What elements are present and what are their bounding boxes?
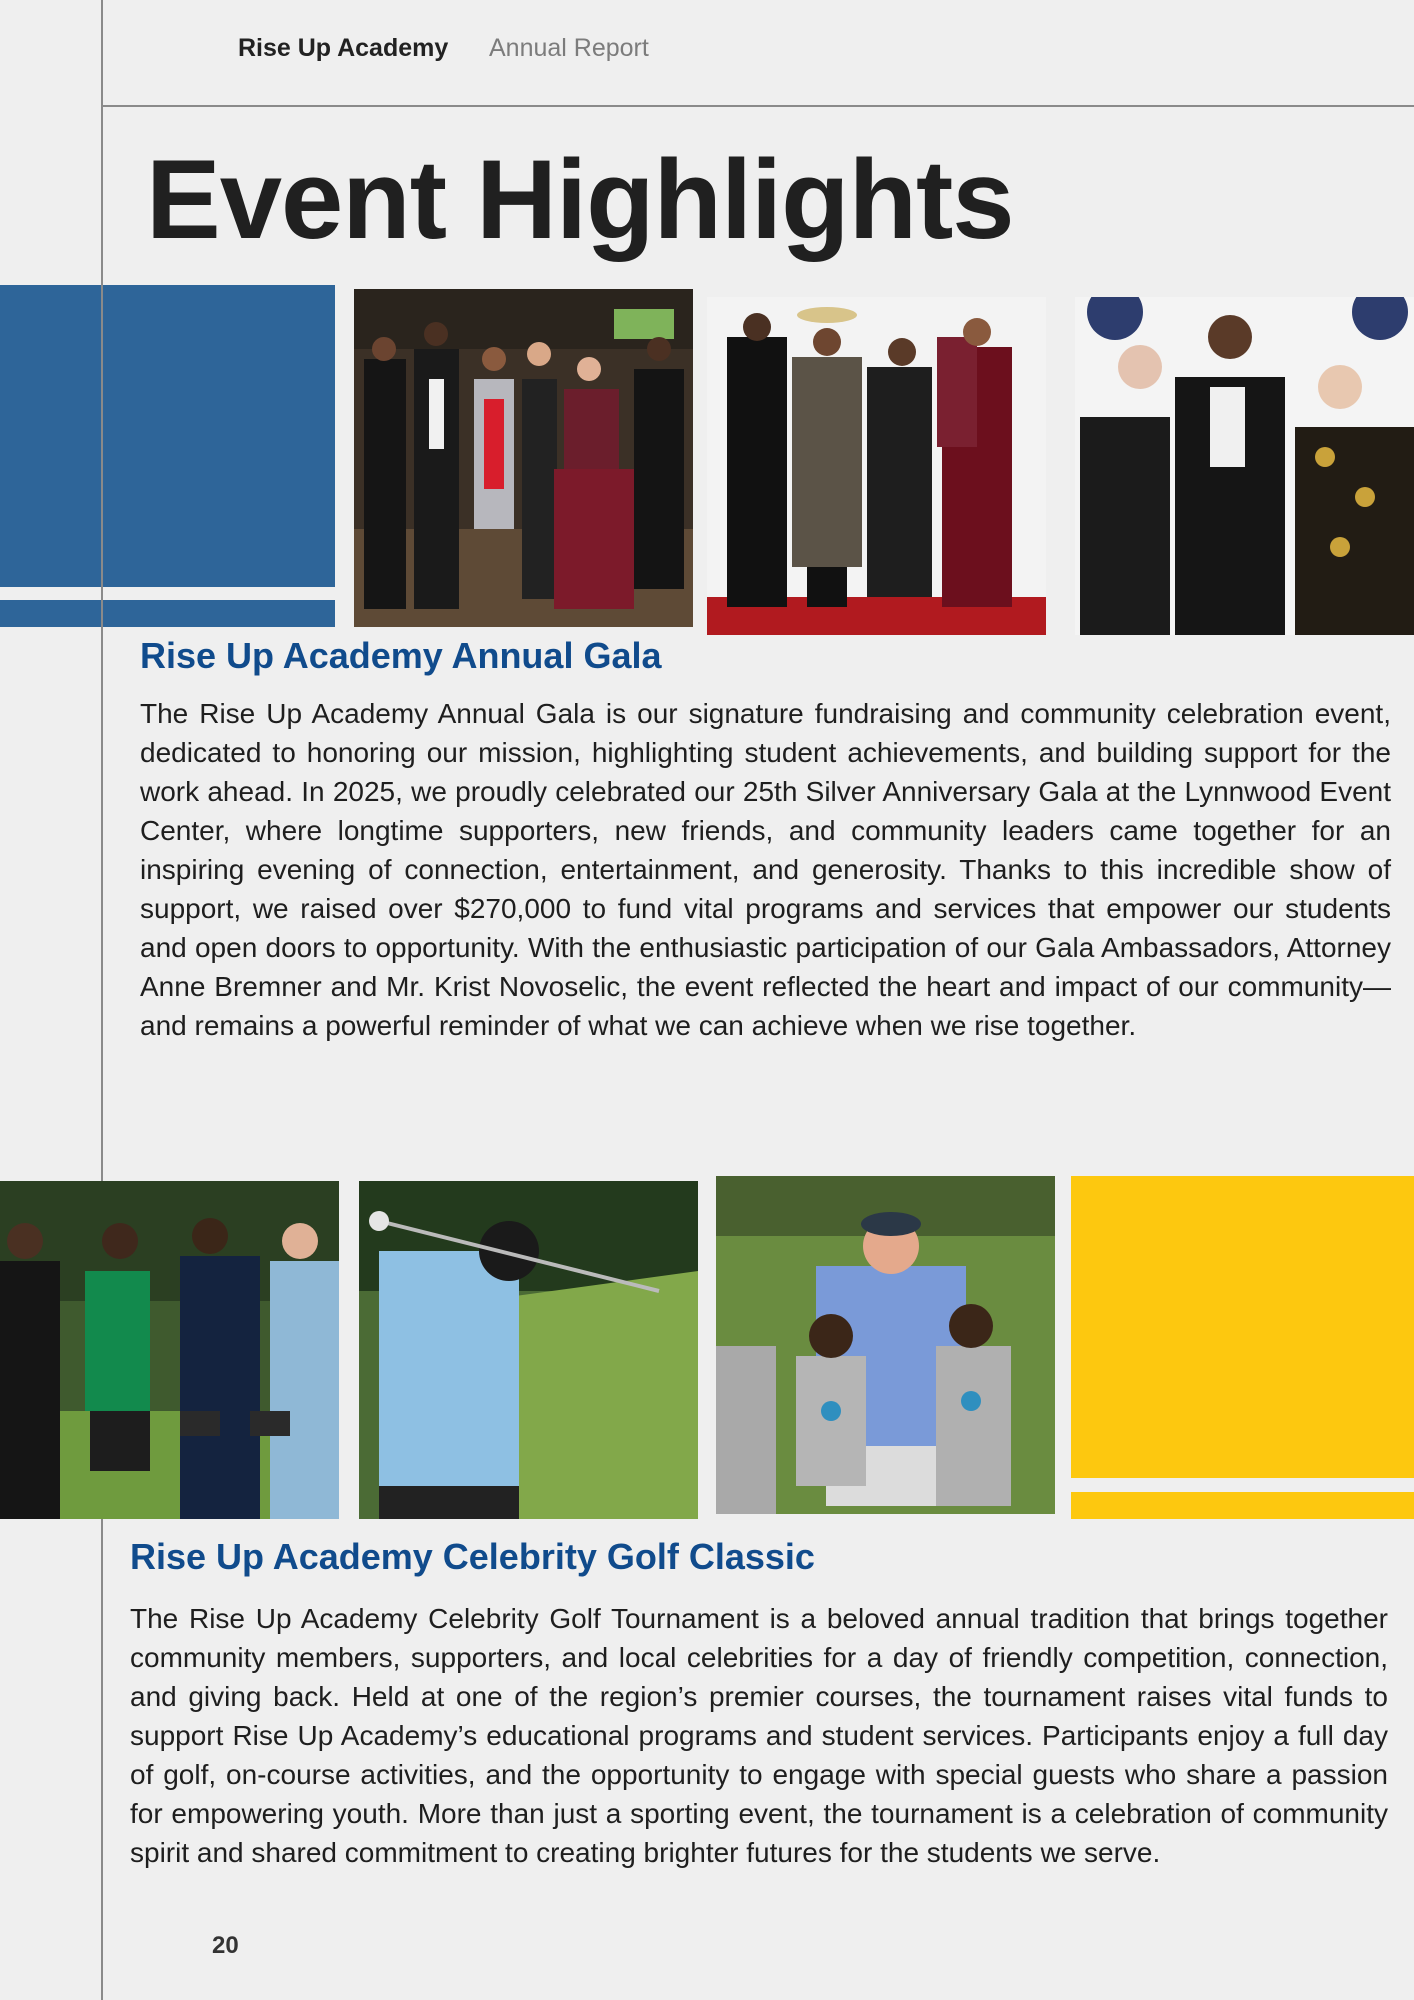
golf-photo-group: [0, 1181, 339, 1519]
header-section-label: Annual Report: [489, 34, 649, 62]
page-title: Event Highlights: [146, 137, 1014, 262]
header-divider: [101, 105, 1414, 107]
page-vertical-rule: [101, 0, 103, 2000]
gala-heading: Rise Up Academy Annual Gala: [140, 635, 662, 676]
golf-photo-kids: [716, 1176, 1055, 1514]
page-number: 20: [212, 1932, 239, 1959]
golf-photo-swing: [359, 1181, 698, 1519]
yellow-accent-block: [1071, 1176, 1414, 1478]
yellow-accent-bar: [1071, 1492, 1414, 1519]
blue-accent-block: [0, 285, 335, 587]
header-brand: Rise Up Academy: [238, 34, 449, 62]
blue-accent-bar: [0, 600, 335, 627]
golf-heading: Rise Up Academy Celebrity Golf Classic: [130, 1536, 815, 1577]
gala-photo-group: [354, 289, 693, 627]
gala-description: The Rise Up Academy Annual Gala is our signature fundraising and community celebration event, dedicated to honoring our mission, highlighting student achievements, and building support for the work ahead. In 2025, we proudly celebrated our 25th Silver Anniversary Gala at the Lynnwood Event Center, where longtime supporters, new friends, and community leaders came together for an inspiring evening of connection, entertainment, and generosity. Thanks to this incredible show of support, we raised over $270,000 to fund vital programs and services that empower our students and open doors to opportunity. With the enthusiastic participation of our Gala Ambassadors, Attorney Anne Bremner and Mr. Krist Novoselic, the event reflected the heart and impact of our community—and remains a powerful reminder of what we can achieve when we rise together.: [140, 698, 1391, 1041]
gala-photo-honorees: [1075, 297, 1414, 635]
golf-description: The Rise Up Academy Celebrity Golf Tournament is a beloved annual tradition that brings together community members, supporters, and local celebrities for a day of friendly competition, connection, and giving back. Held at one of the region’s premier courses, the tournament raises vital funds to support Rise Up Academy’s educational programs and student services. Participants enjoy a full day of golf, on-course activities, and the opportunity to engage with special guests who share a passion for empowering youth. More than just a sporting event, the tournament is a celebration of community spirit and shared commitment to creating brighter futures for the students we serve.: [130, 1603, 1388, 1868]
gala-photo-backdrop: [707, 297, 1046, 635]
